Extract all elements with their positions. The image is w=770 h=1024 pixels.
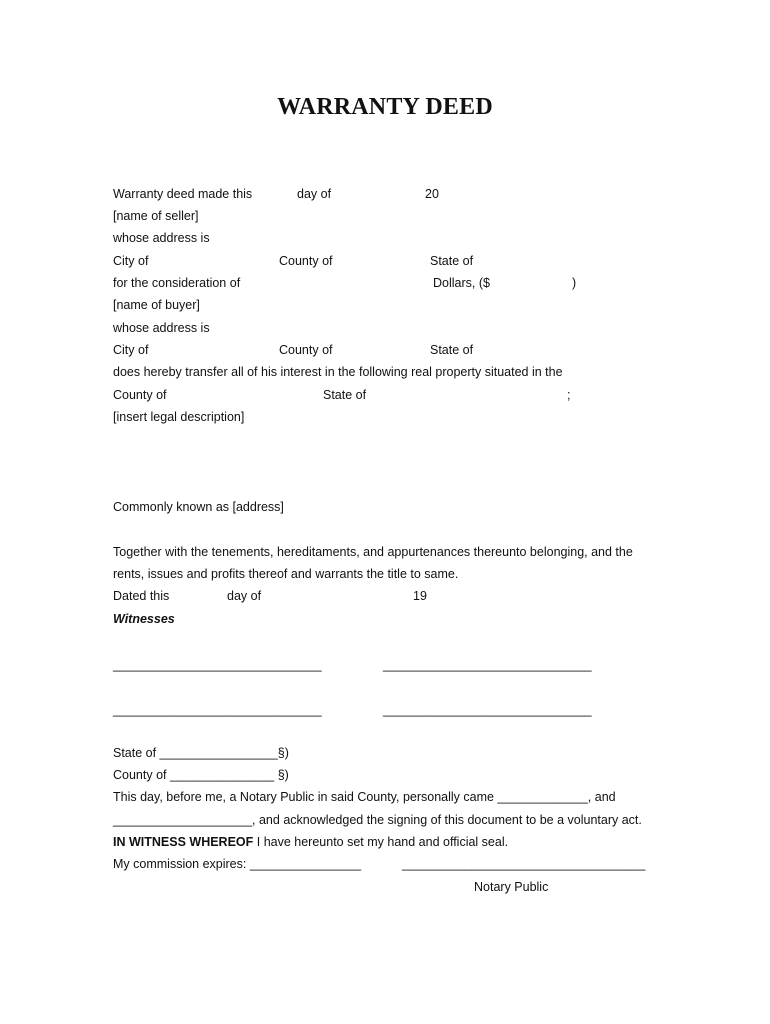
deed-made-label: Warranty deed made this <box>113 187 253 201</box>
buyer-name-placeholder: [name of buyer] <box>113 298 200 312</box>
seller-city-label: City of <box>113 254 149 268</box>
commonly-known-label: Commonly known as [address] <box>113 500 284 514</box>
dated-day-of-label: day of <box>227 589 262 603</box>
witness-signature-line: ______________________________ <box>113 658 322 672</box>
witnesses-heading: Witnesses <box>113 612 175 626</box>
notary-county-line: County of _______________ §) <box>113 768 289 782</box>
seller-name-placeholder: [name of seller] <box>113 209 199 223</box>
notary-signature-line: ___________________________________ <box>402 857 646 871</box>
notary-this-day-text: This day, before me, a Notary Public in said County, personally came _____________, and <box>113 790 616 804</box>
dated-this-label: Dated this <box>113 589 170 603</box>
document-title: WARRANTY DEED <box>277 94 493 120</box>
day-of-label: day of <box>297 187 332 201</box>
year-prefix: 20 <box>425 187 439 201</box>
property-state-label: State of <box>323 388 367 402</box>
commission-expires-line: My commission expires: ________________ <box>113 857 362 871</box>
witness-signature-line: ______________________________ <box>113 703 322 717</box>
witness-whereof-text <box>113 834 508 850</box>
seller-county-label: County of <box>279 254 333 268</box>
notary-acknowledged-text: ____________________, and acknowledged the signing of this document to be a voluntary act. <box>113 813 642 827</box>
dollars-close-paren: ) <box>572 276 577 290</box>
buyer-county-label: County of <box>279 343 333 357</box>
together-text-line1: Together with the tenements, hereditaments, and appurtenances thereunto belonging, and the <box>113 545 633 559</box>
buyer-city-label: City of <box>113 343 149 357</box>
witness-signature-line: ______________________________ <box>383 658 592 672</box>
notary-public-label: Notary Public <box>474 880 549 894</box>
consideration-label: for the consideration of <box>113 276 241 290</box>
together-text-line2: rents, issues and profits thereof and warrants the title to same. <box>113 567 459 581</box>
seller-state-label: State of <box>430 254 474 268</box>
dollars-label: Dollars, ($ <box>433 276 490 290</box>
dated-year-prefix: 19 <box>413 589 427 603</box>
buyer-address-label: whose address is <box>113 321 210 335</box>
witness-whereof-rest: I have hereunto set my hand and official seal. <box>253 835 509 849</box>
buyer-state-label: State of <box>430 343 474 357</box>
transfer-text: does hereby transfer all of his interest in the following real property situated in the <box>113 365 563 379</box>
seller-address-label: whose address is <box>113 231 210 245</box>
legal-description-placeholder: [insert legal description] <box>113 410 245 424</box>
witness-whereof-bold: IN WITNESS WHEREOF <box>113 835 254 849</box>
property-county-label: County of <box>113 388 167 402</box>
notary-state-line: State of _________________§) <box>113 746 289 760</box>
property-semicolon: ; <box>567 388 571 402</box>
witness-signature-line: ______________________________ <box>383 703 592 717</box>
